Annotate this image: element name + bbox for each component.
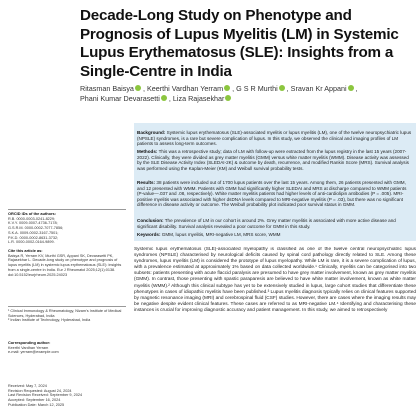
orcid-icon[interactable] — [279, 85, 285, 91]
author-name: G S R Murthi — [236, 84, 278, 93]
abstract-conclusion: Conclusion: The prevalence of LM in our cohort is around 2%. Grey matter myelitis is associated with more active disease and significant disability. Survival analysis revealed a poor outcome for GMM in this study. — [137, 218, 396, 229]
article-dates: Received: May 7, 2024 Revision Requested: August 24, 2024 Last Revision Received: September 9, 2024 Accepted: September 16, 2024 Publication Date: March 12, 2025 — [8, 384, 83, 407]
corresponding-text: Keerthi Vardhan Yerram e-mail: yerram@example.com — [8, 345, 59, 355]
citation-text: Baisya R, Yerram KV, Murthi GSR, Appani SK, Devarasetti PK, Rajasekhar L. Decade-long study on phenotype and prognosis of lupus myelitis (LM) in systemic lupus erythematosus (SLE): insights from a single-centre in India. Eur J Rheumatol 2025;12(1):0138. doi:10.5152/eurjrheum.2025.24023 — [8, 253, 122, 277]
orcid-icon[interactable] — [348, 85, 354, 91]
author-name: Liza Rajasekhar — [172, 94, 225, 103]
orcid-line[interactable]: P.K.D. 0000-0002-8631-3732; — [8, 235, 59, 240]
orcid-heading: ORCID iDs of the authors: — [8, 211, 56, 216]
abstract-background: Background: Systemic lupus erythematosus (SLE)-associated myelitis or lupus myelitis (LM), one of the twelve neuropsychiatric lupus (NPSLE) syndromes, is a rare but severe complication of lupus. In this study, we observed the clinical and imaging profiles of LM patients to assess long-term outcomes. — [137, 130, 412, 147]
orcid-line[interactable]: L.R. 0000-0002-0164-9899. — [8, 240, 55, 245]
author-name: Sravan Kr Appani — [290, 84, 347, 93]
orcid-icon[interactable] — [161, 95, 167, 101]
orcid-icon[interactable] — [224, 85, 230, 91]
affiliation-text: ¹ Clinical Immunology & Rheumatology, Nizam's Institute of Medical Sciences, Hyderabad, India ² Indian Institute of Technology, Hyderabad, India — [8, 309, 122, 323]
orcid-icon[interactable] — [135, 85, 141, 91]
orcid-block — [8, 212, 126, 245]
abstract-methods: Methods: This was a retrospective study; data of LM with follow-up were extracted from the lupus registry in the last 15 years (2007-2022). Clinically, they were divided as grey matter myelitis (GMM) versus white matter myelitis (WMM). Disease activity was assessed by the SLE Disease Activity Index (SLEDAI-2K) & outcome by death, recurrence, and modified Rankin Score (MRS). Survival analysis was performed using the Kaplan-Meier (KM) and Weibull survival probability tests. — [137, 149, 409, 171]
sidebar-divider — [8, 306, 126, 307]
corresponding-heading: Corresponding author: — [8, 340, 51, 345]
sidebar-divider — [8, 209, 126, 210]
orcid-line[interactable]: S.K.A. 0009-0002-3167-7501; — [8, 230, 59, 235]
orcid-line[interactable]: R.B. 0000-0003-0241-8229; — [8, 216, 56, 221]
citation-heading: Cite this article as: — [8, 248, 43, 253]
author-name: Keerthi Vardhan Yerram — [146, 84, 224, 93]
abstract-keywords: Keywords: GMM, lupus myelitis, MRI-negative LM, MRS score, WMM — [137, 232, 281, 237]
author-list: Ritasman Baisya , Keerthi Vardhan Yerram , G S R Murthi , Sravan Kr Appani , Phani Kumar Devarasetti , Liza Rajasekhar — [80, 84, 358, 103]
citation-block — [8, 249, 126, 277]
abstract-results: Results: 38 patients were included out of 1700 lupus patients over the last 15 years. Among them, 26 patients presented with GMM, and 12 presented with WMM. Patients with GMM had significantly higher SLEDAI and MRS at discharge compared to WMM patients (P-value—.037 and .08, respectively). White matter myelitis patients had higher levels of anti-cardiolipin antibodies (P = .005). MRI-positive myelitis was associated with higher dsDNA levels compared to MRI-negative myelitis (P = .03), but there was no significant difference in disease activity or outcome. The Weibull probability plot indicated poor survival status in GMM. — [137, 180, 407, 208]
author-name: Ritasman Baisya — [80, 84, 134, 93]
orcid-line[interactable]: G.S.R.M. 0000-0002-7077-7856; — [8, 226, 64, 231]
introduction-text — [134, 247, 416, 419]
article-title: Decade-Long Study on Phenotype and Prognosis of Lupus Myelitis (LM) in Systemic Lupus Erythematosus (SLE): Insights from a Single-Centre in India — [80, 7, 399, 80]
body-paragraph: Systemic lupus erythematosus (SLE)-associated myelopathy is classified as one of the twelve central neuropsychiatric lupus syndromes (NPSLE) characterised by neurological deficits caused by spinal cord pathology directly related to SLE. Among these syndromes, lupus myelitis (LM) is considered the prototype of lupus myelopathy. While LM is rare, it is a severe complication of lupus, with a prevalence estimated at approximately 1% based on data collected worldwide.¹ Clinically, myelitis can be categorised into two subsets: patients presenting with acute flaccid paralysis are presumed to have grey matter involvement, known as grey matter myelitis (GMM). In contrast, those presenting with spastic paraparesis are believed to have white matter involvement, known as white matter myelitis (WMM).² Although this clinical subtype has yet to be extensively studied in lupus, large cohort studies that differentiate these phenotypes in cases of idiopathic myelitis have been published.³ Lupus myelitis diagnosis typically relies on clinical features supported by magnetic resonance imaging (MRI) and cerebrospinal fluid (CSF) studies. However, there are cases where the imaging results may be negative despite evident clinical features. These cases are referred to as MRI-negative LM.⁴ Identifying and characterising these instances is crucial for improving diagnostic accuracy and patient management. In this study, we aimed to retrospectively — [134, 247, 416, 313]
author-name: Phani Kumar Devarasetti — [80, 94, 160, 103]
orcid-icon[interactable] — [225, 95, 231, 101]
orcid-line[interactable]: K.V.Y. 0009-0007-4736-7178; — [8, 221, 58, 226]
corresponding-block — [8, 341, 126, 355]
